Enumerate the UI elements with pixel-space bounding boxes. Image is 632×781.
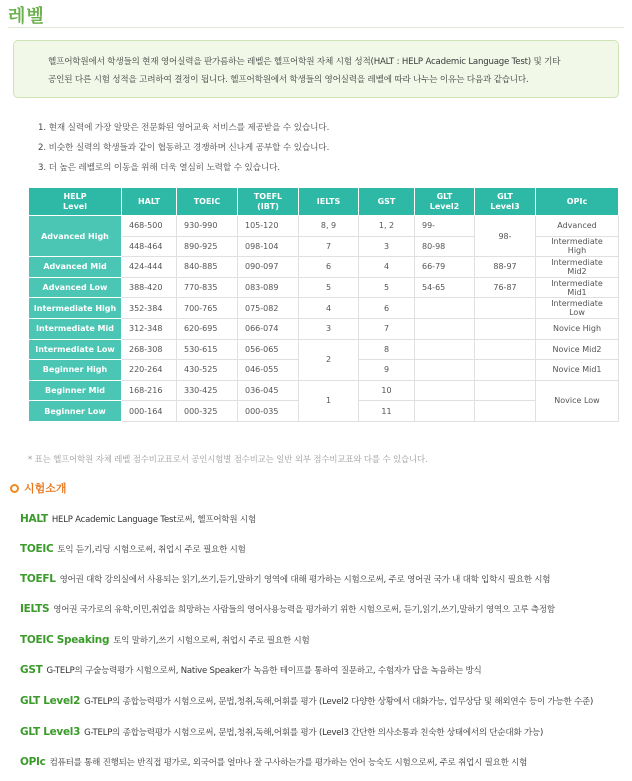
- level-beginner-low: Beginner Low: [29, 401, 122, 422]
- glt3-cell: [475, 380, 536, 401]
- table-row: [29, 216, 619, 237]
- gst-cell: 4: [359, 257, 415, 278]
- toeic-cell: 330-425: [177, 380, 238, 401]
- exam-item: [20, 634, 309, 646]
- toefl-cell: 105-120: [238, 216, 299, 237]
- exam-item: [20, 756, 527, 768]
- table-footnote: * 표는 헬프어학원 자체 레벨 점수비교표로서 공인시험별 점수비교는 일반 외부 점수비교표와 다를 수 있습니다.: [28, 454, 428, 464]
- level-intermediate-mid: Intermediate Mid: [29, 318, 122, 339]
- toeic-cell: 890-925: [177, 236, 238, 257]
- reasons-list: [38, 118, 329, 178]
- halt-cell: 000-164: [122, 401, 177, 422]
- glt2-cell: 80-98: [415, 236, 475, 257]
- glt3-cell: 98-: [475, 216, 536, 257]
- exam-name: GLT Level3: [20, 726, 81, 738]
- table-row: [29, 380, 619, 401]
- opic-cell: Intermediate Mid1: [536, 277, 619, 298]
- exam-item: [20, 664, 482, 676]
- glt3-cell: [475, 360, 536, 381]
- level-intermediate-low: Intermediate Low: [29, 339, 122, 360]
- page-title: 레벨: [8, 6, 45, 27]
- header-halt: HALT: [122, 188, 177, 216]
- level-intermediate-high: Intermediate High: [29, 298, 122, 319]
- table-row: [29, 339, 619, 360]
- opic-cell: Advanced: [536, 216, 619, 237]
- exam-desc: G-TELP의 구술능력평가 시험으로써, Native Speaker가 녹음한 테이프를 통하여 질문하고, 수험자가 답을 녹음하는 방식: [46, 666, 482, 676]
- toefl-cell: 066-074: [238, 318, 299, 339]
- intro-line: 헬프어학원에서 학생들의 현재 영어실력을 판가름하는 레벨은 헬프어학원 자체 시험 성적(HALT : HELP Academic Language Test) 및 기타: [48, 57, 561, 67]
- ielts-cell: 2: [299, 339, 359, 380]
- glt2-cell: [415, 298, 475, 319]
- exam-item: [20, 695, 593, 707]
- toefl-cell: 046-055: [238, 360, 299, 381]
- exam-desc: 토익 말하기,쓰기 시험으로써, 취업시 주로 필요한 시험: [113, 636, 310, 646]
- ielts-cell: 4: [299, 298, 359, 319]
- glt3-cell: 76-87: [475, 277, 536, 298]
- toefl-cell: 056-065: [238, 339, 299, 360]
- intro-line: 공인된 다른 시험 성적을 고려하여 결정이 됩니다. 헬프어학원에서 학생들의 영어실력을 레벨에 따라 나누는 이유는 다음과 같습니다.: [48, 75, 529, 85]
- toeic-cell: 700-765: [177, 298, 238, 319]
- exam-name: HALT: [20, 513, 48, 525]
- header-toeic: TOEIC: [177, 188, 238, 216]
- exam-desc: 토익 듣기,리딩 시험으로써, 취업시 주로 필요한 시험: [57, 545, 246, 555]
- exam-name: GLT Level2: [20, 695, 81, 707]
- exam-desc: HELP Academic Language Test로써, 헬프어학원 시험: [51, 515, 256, 525]
- toefl-cell: 000-035: [238, 401, 299, 422]
- halt-cell: 448-464: [122, 236, 177, 257]
- halt-cell: 268-308: [122, 339, 177, 360]
- exam-name: GST: [20, 664, 43, 676]
- section-title: 시험소개: [10, 480, 67, 496]
- table-row: [29, 318, 619, 339]
- level-comparison-table: [28, 187, 619, 422]
- reason-item: 3. 더 높은 레벨로의 이동을 위해 더욱 열심히 노력할 수 있습니다.: [38, 163, 280, 173]
- toeic-cell: 930-990: [177, 216, 238, 237]
- opic-cell: Intermediate Low: [536, 298, 619, 319]
- toeic-cell: 620-695: [177, 318, 238, 339]
- opic-cell: Intermediate High: [536, 236, 619, 257]
- exam-name: IELTS: [20, 603, 50, 615]
- glt2-cell: [415, 380, 475, 401]
- exam-name: TOEIC: [20, 543, 54, 555]
- toeic-cell: 840-885: [177, 257, 238, 278]
- glt2-cell: [415, 339, 475, 360]
- header-ielts: IELTS: [299, 188, 359, 216]
- opic-cell: Novice Low: [536, 380, 619, 421]
- exam-desc: 컴퓨터를 통해 진행되는 반직접 평가로, 외국어를 얼마나 잘 구사하는가를 평가하는 언어 능숙도 시험으로써, 주로 취업시 필요한 시험: [49, 758, 528, 768]
- toefl-cell: 075-082: [238, 298, 299, 319]
- level-beginner-high: Beginner High: [29, 360, 122, 381]
- opic-cell: Novice Mid1: [536, 360, 619, 381]
- toeic-cell: 530-615: [177, 339, 238, 360]
- glt3-cell: [475, 298, 536, 319]
- gst-cell: 8: [359, 339, 415, 360]
- exam-item: [20, 726, 543, 738]
- intro-box: [13, 40, 619, 98]
- toeic-cell: 430-525: [177, 360, 238, 381]
- table-row: [29, 298, 619, 319]
- halt-cell: 468-500: [122, 216, 177, 237]
- level-advanced-high: Advanced High: [29, 216, 122, 257]
- ielts-cell: 1: [299, 380, 359, 421]
- halt-cell: 220-264: [122, 360, 177, 381]
- gst-cell: 10: [359, 380, 415, 401]
- exam-desc: G-TELP의 종합능력평가 시험으로써, 문법,청취,독해,어휘를 평가 (Level3 간단한 의사소통과 친숙한 상태에서의 단순대화 가능): [84, 728, 544, 738]
- toeic-cell: 000-325: [177, 401, 238, 422]
- halt-cell: 388-420: [122, 277, 177, 298]
- header-glt-level3: GLT Level3: [475, 188, 536, 216]
- exam-item: [20, 603, 555, 615]
- halt-cell: 312-348: [122, 318, 177, 339]
- exam-desc: 영어권 대학 강의실에서 사용되는 읽기,쓰기,듣기,말하기 영역에 대해 평가하는 시험으로써, 주로 영어권 국가 내 대학 입학시 필요한 시험: [59, 575, 551, 585]
- table-header-row: [29, 188, 619, 216]
- glt2-cell: [415, 401, 475, 422]
- toefl-cell: 083-089: [238, 277, 299, 298]
- halt-cell: 168-216: [122, 380, 177, 401]
- level-advanced-mid: Advanced Mid: [29, 257, 122, 278]
- gst-cell: 9: [359, 360, 415, 381]
- opic-cell: Intermediate Mid2: [536, 257, 619, 278]
- title-divider: [8, 27, 624, 28]
- table-row: [29, 257, 619, 278]
- gst-cell: 11: [359, 401, 415, 422]
- opic-cell: Novice Mid2: [536, 339, 619, 360]
- gst-cell: 6: [359, 298, 415, 319]
- exam-item: [20, 513, 256, 525]
- gst-cell: 1, 2: [359, 216, 415, 237]
- table-row: [29, 277, 619, 298]
- header-gst: GST: [359, 188, 415, 216]
- ielts-cell: 5: [299, 277, 359, 298]
- glt3-cell: [475, 401, 536, 422]
- glt2-cell: 99-: [415, 216, 475, 237]
- toefl-cell: 098-104: [238, 236, 299, 257]
- gst-cell: 3: [359, 236, 415, 257]
- header-opic: OPIc: [536, 188, 619, 216]
- header-help-level: HELP Level: [29, 188, 122, 216]
- ielts-cell: 3: [299, 318, 359, 339]
- exam-item: [20, 543, 246, 555]
- gst-cell: 7: [359, 318, 415, 339]
- header-toefl: TOEFL (IBT): [238, 188, 299, 216]
- circle-bullet-icon: [10, 484, 19, 493]
- ielts-cell: 6: [299, 257, 359, 278]
- glt3-cell: [475, 339, 536, 360]
- ielts-cell: 8, 9: [299, 216, 359, 237]
- reason-item: 2. 비슷한 실력의 학생들과 같이 협동하고 경쟁하며 신나게 공부할 수 있습니다.: [38, 143, 330, 153]
- ielts-cell: 7: [299, 236, 359, 257]
- exam-name: OPIc: [20, 756, 46, 768]
- exam-item: [20, 573, 550, 585]
- glt3-cell: 88-97: [475, 257, 536, 278]
- exam-desc: G-TELP의 종합능력평가 시험으로써, 문법,청취,독해,어휘를 평가 (Level2 다양한 상황에서 대화가능, 업무상담 및 해외연수 등이 가능한 수준): [84, 697, 594, 707]
- glt3-cell: [475, 318, 536, 339]
- glt2-cell: 66-79: [415, 257, 475, 278]
- gst-cell: 5: [359, 277, 415, 298]
- header-glt-level2: GLT Level2: [415, 188, 475, 216]
- glt2-cell: [415, 360, 475, 381]
- glt2-cell: 54-65: [415, 277, 475, 298]
- toefl-cell: 036-045: [238, 380, 299, 401]
- glt2-cell: [415, 318, 475, 339]
- halt-cell: 424-444: [122, 257, 177, 278]
- level-advanced-low: Advanced Low: [29, 277, 122, 298]
- reason-item: 1. 현재 실력에 가장 알맞은 전문화된 영어교육 서비스를 제공받을 수 있습니다.: [38, 123, 330, 133]
- exam-desc: 영어권 국가로의 유학,이민,취업을 희망하는 사람들의 영어사용능력을 평가하기 위한 시험으로써, 듣기,읽기,쓰기,말하기 영역으 고루 측정함: [53, 605, 555, 615]
- opic-cell: Novice High: [536, 318, 619, 339]
- exam-name: TOEFL: [20, 573, 56, 585]
- halt-cell: 352-384: [122, 298, 177, 319]
- exam-name: TOEIC Speaking: [20, 634, 110, 646]
- level-beginner-mid: Beginner Mid: [29, 380, 122, 401]
- toeic-cell: 770-835: [177, 277, 238, 298]
- toefl-cell: 090-097: [238, 257, 299, 278]
